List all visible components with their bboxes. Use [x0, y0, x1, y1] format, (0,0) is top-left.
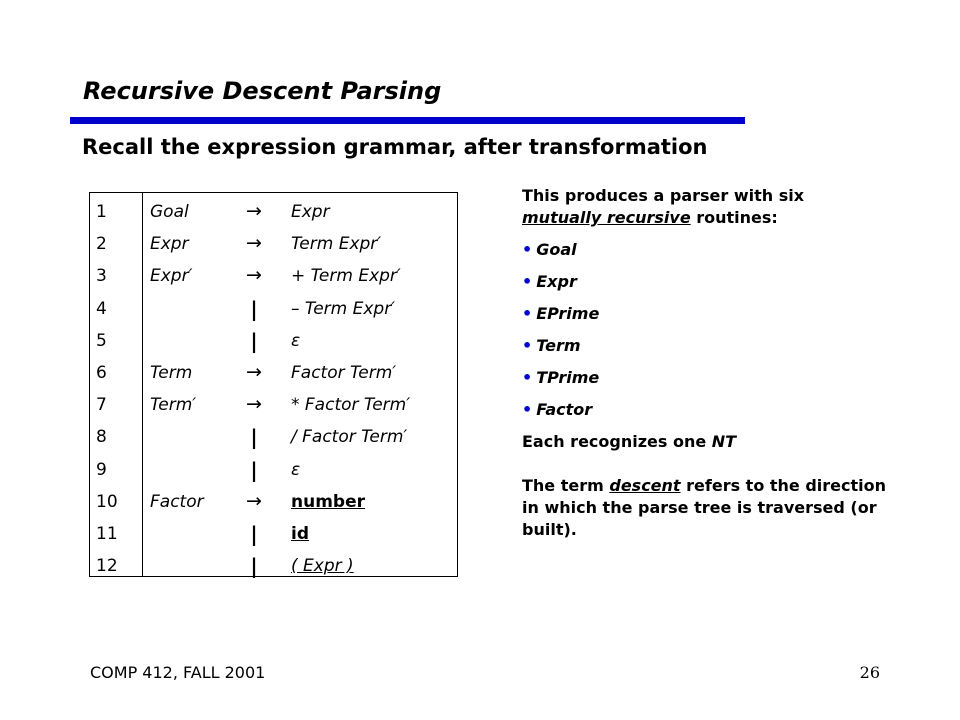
production-number: 1	[96, 202, 107, 222]
alternative-bar: |	[250, 554, 258, 579]
intro-text-1: This produces a parser with six	[522, 186, 805, 205]
bullet-icon: •	[522, 272, 533, 291]
nt-term: NT	[711, 432, 737, 451]
derives-arrow: →	[246, 361, 262, 383]
production-number: 7	[96, 395, 107, 416]
bullet-icon: •	[522, 240, 533, 259]
alternative-bar: |	[250, 296, 258, 321]
production-number: 3	[96, 266, 107, 287]
derives-arrow: →	[246, 489, 262, 512]
production-lhs: Term′	[150, 395, 197, 416]
bullet-icon: •	[522, 336, 533, 355]
descent-text-2: refers to the direction in which the parse tree is traversed (or built).	[522, 476, 887, 539]
intro-text-2: routines:	[690, 208, 778, 227]
nt-prefix: Each recognizes one	[522, 432, 712, 451]
production-number: 12	[96, 556, 118, 577]
production-lhs: Expr′	[150, 266, 193, 287]
bullet-icon: •	[522, 400, 533, 419]
routine-item	[522, 399, 902, 421]
production-rhs: ( Expr )	[291, 556, 354, 577]
production-lhs: Term	[150, 363, 193, 383]
production-rhs: – Term Expr′	[291, 298, 396, 319]
alternative-bar: |	[250, 522, 258, 546]
routine-list	[522, 239, 902, 421]
production-number: 9	[96, 459, 107, 480]
routine-item	[522, 271, 902, 293]
production-number: 8	[96, 427, 107, 448]
production-lhs: Factor	[150, 491, 204, 512]
production-rhs: number	[291, 491, 366, 512]
slide-subtitle: Recall the expression grammar, after transformation	[82, 135, 708, 159]
routine-item	[522, 303, 902, 325]
production-number: 5	[96, 330, 107, 351]
derives-arrow: →	[246, 200, 262, 222]
production-lhs: Expr	[150, 234, 189, 255]
grammar-row	[90, 455, 457, 487]
routine-item	[522, 367, 902, 389]
production-rhs: Expr	[291, 202, 330, 222]
page-number: 26	[859, 663, 880, 682]
nt-paragraph	[522, 431, 902, 453]
title-underline-rule	[70, 117, 745, 124]
grammar-row	[90, 551, 457, 583]
side-text	[522, 185, 902, 541]
production-rhs: Factor Term′	[291, 363, 397, 383]
production-number: 10	[96, 491, 118, 512]
production-rhs: id	[291, 524, 309, 544]
routine-name: Expr	[536, 272, 577, 291]
routine-name: Factor	[536, 400, 593, 419]
routine-name: EPrime	[536, 304, 600, 323]
grammar-row	[90, 197, 457, 229]
production-rhs: ε	[291, 330, 301, 351]
grammar-row	[90, 390, 457, 422]
production-rhs: / Factor Term′	[291, 427, 408, 448]
footer-course: COMP 412, FALL 2001	[90, 663, 266, 682]
grammar-row	[90, 294, 457, 326]
routine-name: TPrime	[536, 368, 600, 387]
alternative-bar: |	[250, 457, 258, 482]
routine-item	[522, 335, 902, 357]
alternative-bar: |	[250, 328, 258, 353]
grammar-row	[90, 229, 457, 261]
bullet-icon: •	[522, 368, 533, 387]
grammar-row	[90, 261, 457, 293]
routine-name: Goal	[536, 240, 577, 259]
grammar-row	[90, 519, 457, 551]
grammar-row	[90, 358, 457, 390]
production-rhs: ε	[291, 459, 301, 480]
production-number: 6	[96, 363, 107, 383]
descent-emphasis: descent	[609, 476, 681, 495]
grammar-table	[89, 192, 458, 577]
production-number: 2	[96, 234, 107, 255]
alternative-bar: |	[250, 425, 258, 450]
grammar-row	[90, 487, 457, 519]
derives-arrow: →	[246, 232, 262, 255]
production-rhs: Term Expr′	[291, 234, 382, 255]
descent-paragraph	[522, 475, 902, 541]
routine-item	[522, 239, 902, 261]
production-rhs: + Term Expr′	[291, 266, 401, 287]
grammar-row	[90, 326, 457, 358]
descent-text-1: The term	[522, 476, 610, 495]
production-rhs: * Factor Term′	[291, 395, 411, 416]
slide-title: Recursive Descent Parsing	[83, 77, 442, 105]
production-number: 11	[96, 524, 118, 544]
bullet-icon: •	[522, 304, 533, 323]
derives-arrow: →	[246, 264, 262, 287]
routine-name: Term	[536, 336, 581, 355]
intro-paragraph	[522, 185, 902, 229]
grammar-row	[90, 422, 457, 454]
production-number: 4	[96, 298, 107, 319]
derives-arrow: →	[246, 393, 262, 416]
production-lhs: Goal	[150, 202, 189, 222]
intro-emphasis: mutually recursive	[522, 208, 691, 227]
